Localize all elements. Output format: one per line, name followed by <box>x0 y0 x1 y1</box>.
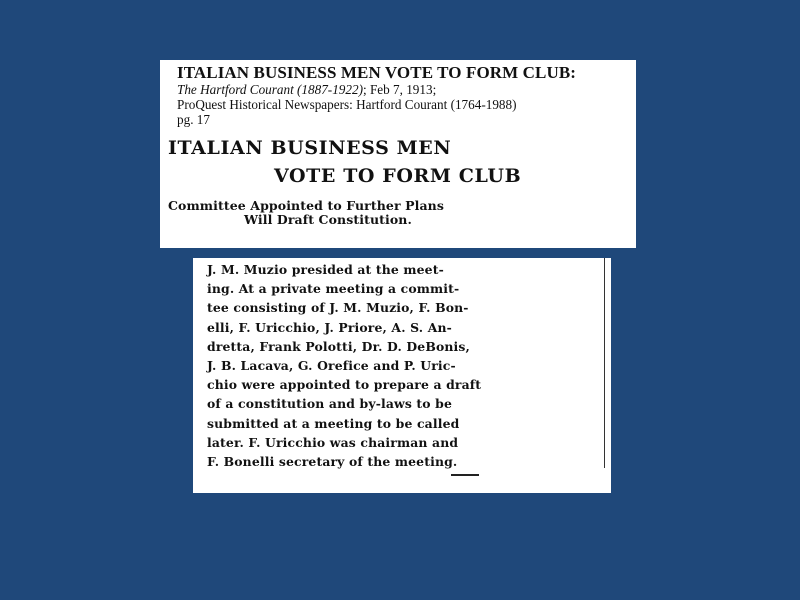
citation-page: pg. 17 <box>177 112 210 127</box>
article-line: submitted at a meeting to be called <box>207 415 460 431</box>
article-line: elli, F. Uricchio, J. Priore, A. S. An- <box>207 319 452 335</box>
article-line: F. Bonelli secretary of the meeting. <box>207 454 458 470</box>
column-rule <box>604 258 606 468</box>
subheadline-line-1: Committee Appointed to Further Plans <box>168 198 444 213</box>
article-line: ing. At a private meeting a commit- <box>207 281 460 297</box>
citation-database: ProQuest Historical Newspapers: Hartford Courant (1764-1988) <box>177 97 517 112</box>
newspaper-clipping-body <box>193 258 611 493</box>
article-line: later. F. Uricchio was chairman and <box>207 434 459 450</box>
newspaper-clipping-header <box>160 60 636 248</box>
article-line: chio were appointed to prepare a draft <box>207 377 482 393</box>
citation-source <box>177 82 630 97</box>
subheadline-line-2: Will Draft Constitution. <box>244 212 412 227</box>
citation-source-name: The Hartford Courant (1887-1922) <box>177 82 363 97</box>
headline-line-1: ITALIAN BUSINESS MEN <box>168 137 452 159</box>
citation-title: ITALIAN BUSINESS MEN VOTE TO FORM CLUB: <box>177 63 577 82</box>
article-line: tee consisting of J. M. Muzio, F. Bon- <box>207 300 469 316</box>
article-line: J. M. Muzio presided at the meet- <box>207 262 444 277</box>
headline-line-2: VOTE TO FORM CLUB <box>274 165 522 187</box>
citation-source-date: ; Feb 7, 1913; <box>362 82 437 97</box>
article-end-rule <box>451 474 479 476</box>
article-line: of a constitution and by-laws to be <box>207 396 453 412</box>
article-line: dretta, Frank Polotti, Dr. D. DeBonis, <box>207 338 470 354</box>
article-line: J. B. Lacava, G. Orefice and P. Uric- <box>207 358 456 374</box>
